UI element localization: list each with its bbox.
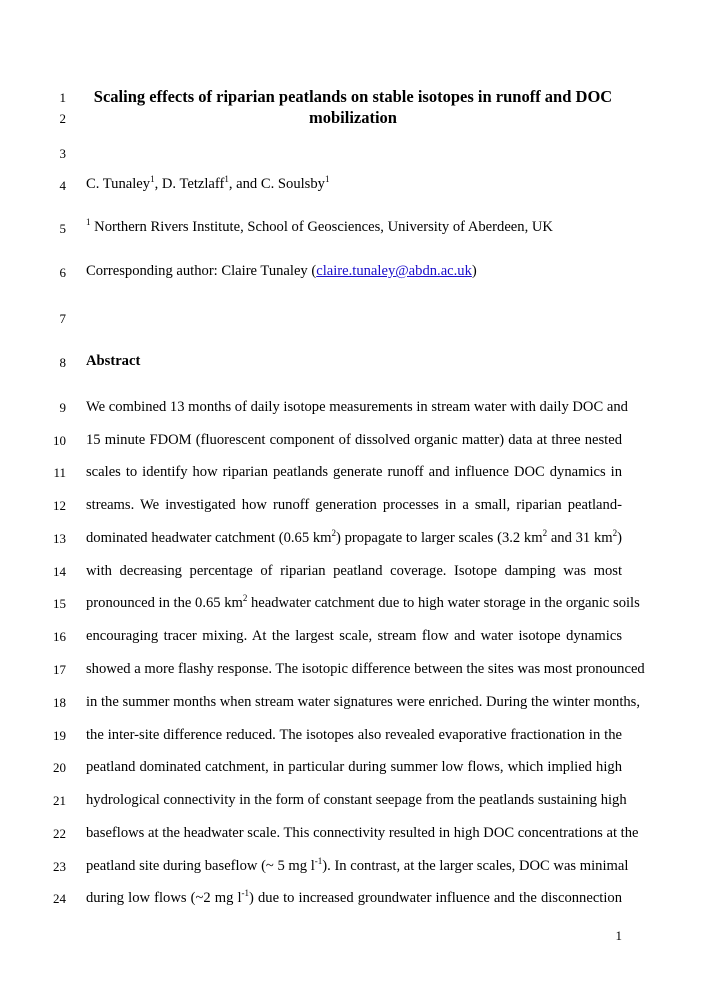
author-name: C. Tunaley xyxy=(86,176,151,192)
superscript: 2 xyxy=(331,528,337,539)
superscript: 2 xyxy=(612,528,618,539)
line-number: 5 xyxy=(59,221,66,236)
abstract-line xyxy=(86,856,629,875)
author-name: D. Tetzlaff xyxy=(161,176,225,192)
line-number: 7 xyxy=(59,311,66,326)
abstract-line: with decreasing percentage of riparian peatland coverage. Isotope damping was most xyxy=(86,563,622,579)
author-affiliation-mark: 1 xyxy=(150,174,155,185)
line-number: 8 xyxy=(59,355,66,370)
line-number: 2 xyxy=(59,111,66,126)
abstract-line: encouraging tracer mixing. At the largest scale, stream flow and water isotope dynamics xyxy=(86,628,622,644)
line-number: 13 xyxy=(53,531,66,546)
author-list xyxy=(86,176,329,193)
abstract-line: baseflows at the headwater scale. This connectivity resulted in high DOC concentrations at the xyxy=(86,825,639,841)
abstract-line: scales to identify how riparian peatlands generate runoff and influence DOC dynamics in xyxy=(86,464,622,480)
abstract-line: in the summer months when stream water signatures were enriched. During the winter months, xyxy=(86,694,641,710)
affiliation xyxy=(86,219,553,236)
author-email-link[interactable]: claire.tunaley@abdn.ac.uk xyxy=(316,263,472,279)
abstract-line: showed a more flashy response. The isotopic difference between the sites was most pronounced xyxy=(86,661,645,677)
abstract-text: ) propagate to larger scales (3.2 km xyxy=(336,530,543,546)
abstract-line xyxy=(86,890,622,907)
abstract-line: streams. We investigated how runoff generation processes in a small, riparian peatland- xyxy=(86,497,622,513)
line-number: 18 xyxy=(53,695,66,710)
line-number: 3 xyxy=(59,146,66,161)
abstract-text: and 31 km xyxy=(547,530,613,546)
line-number: 14 xyxy=(53,564,66,579)
superscript: 2 xyxy=(242,593,248,604)
corresponding-prefix: Corresponding author: Claire Tunaley ( xyxy=(86,263,317,279)
line-number: 17 xyxy=(53,662,66,677)
author-separator: , and xyxy=(228,176,261,192)
abstract-line xyxy=(86,593,640,612)
line-number: 19 xyxy=(53,728,66,743)
line-number: 11 xyxy=(53,465,66,480)
paper-title-line-1: Scaling effects of riparian peatlands on stable isotopes in runoff and DOC xyxy=(93,87,613,106)
abstract-text: ). In contrast, at the larger scales, DOC was minimal xyxy=(322,858,629,874)
abstract-text: ) due to increased groundwater influence and the disconnection xyxy=(249,890,622,906)
abstract-line: We combined 13 months of daily isotope measurements in stream water with daily DOC and xyxy=(86,399,628,415)
line-number: 20 xyxy=(53,760,66,775)
line-number: 16 xyxy=(53,629,66,644)
superscript: -1 xyxy=(314,856,323,867)
line-number: 6 xyxy=(59,265,66,280)
line-number: 23 xyxy=(53,859,66,874)
line-number: 15 xyxy=(53,596,66,611)
abstract-text: ) xyxy=(617,530,622,546)
line-number: 12 xyxy=(53,498,66,513)
affiliation-mark: 1 xyxy=(86,217,91,228)
author-name: C. Soulsby xyxy=(260,176,325,192)
affiliation-text: Northern Rivers Institute, School of Geosciences, University of Aberdeen, UK xyxy=(94,219,553,235)
corresponding-suffix: ) xyxy=(471,263,477,279)
author-affiliation-mark: 1 xyxy=(324,174,330,185)
abstract-text: dominated headwater catchment (0.65 km xyxy=(86,530,332,546)
line-number: 10 xyxy=(53,433,66,448)
abstract-text: peatland site during baseflow (~ 5 mg l xyxy=(86,858,315,874)
superscript: -1 xyxy=(241,888,250,899)
abstract-line: hydrological connectivity in the form of constant seepage from the peatlands sustaining high xyxy=(86,792,627,808)
abstract-line: peatland dominated catchment, in particular during summer low flows, which implied high xyxy=(86,759,622,775)
abstract-text: during low flows (~2 mg l xyxy=(86,890,242,906)
line-number: 24 xyxy=(53,891,66,906)
paper-title-line-2: mobilization xyxy=(308,108,397,127)
page-number: 1 xyxy=(615,928,622,943)
abstract-text: headwater catchment due to high water storage in the organic soils xyxy=(247,595,640,611)
line-number: 21 xyxy=(53,793,66,808)
abstract-heading: Abstract xyxy=(86,353,141,369)
author-affiliation-mark: 1 xyxy=(224,174,229,185)
author-separator: , xyxy=(154,176,162,192)
abstract-line: the inter-site difference reduced. The isotopes also revealed evaporative fractionation in the xyxy=(86,727,622,743)
line-number: 22 xyxy=(53,826,66,841)
line-number: 1 xyxy=(59,90,66,105)
line-number: 9 xyxy=(59,400,66,415)
line-number: 4 xyxy=(59,178,66,193)
corresponding-author xyxy=(86,263,477,280)
abstract-text: pronounced in the 0.65 km xyxy=(86,595,243,611)
abstract-line: 15 minute FDOM (fluorescent component of dissolved organic matter) data at three nested xyxy=(86,432,622,448)
abstract-line xyxy=(86,530,622,547)
superscript: 2 xyxy=(542,528,548,539)
